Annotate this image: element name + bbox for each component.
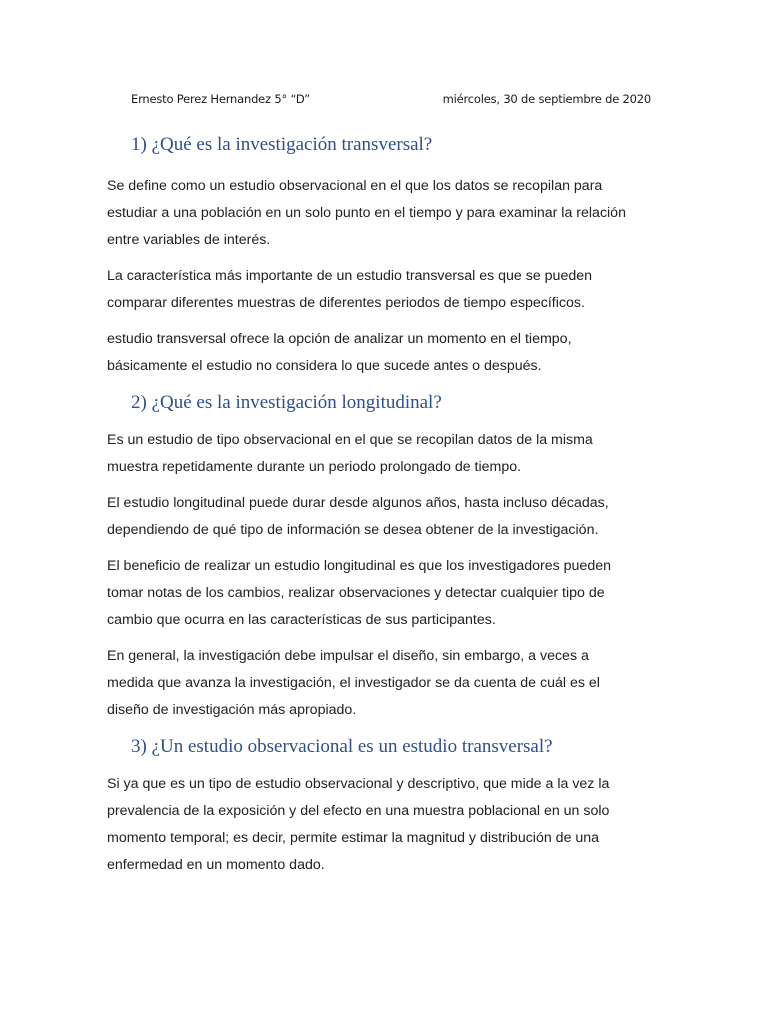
paragraph-line: comparar diferentes muestras de diferentes periodos de tiempo específicos. [107, 295, 585, 311]
question-heading-1: 1) ¿Qué es la investigación transversal? [131, 134, 433, 155]
paragraph-line: momento temporal; es decir, permite estimar la magnitud y distribución de una [107, 830, 600, 846]
paragraph-line: estudiar a una población en un solo punto en el tiempo y para examinar la relación [107, 205, 626, 221]
paragraph-line: básicamente el estudio no considera lo que sucede antes o después. [107, 358, 542, 374]
paragraph-line: dependiendo de qué tipo de información se desea obtener de la investigación. [107, 522, 599, 538]
paragraph [107, 771, 667, 879]
author-line: Ernesto Perez Hernandez 5° “D” [131, 92, 310, 106]
paragraph-line: entre variables de interés. [107, 232, 271, 248]
paragraph [107, 643, 667, 724]
paragraph-line: tomar notas de los cambios, realizar observaciones y detectar cualquier tipo de [107, 585, 605, 601]
paragraph-line: prevalencia de la exposición y del efecto en una muestra poblacional en un solo [107, 803, 610, 819]
paragraph [107, 263, 667, 317]
paragraph-line: enfermedad en un momento dado. [107, 857, 325, 873]
paragraph [107, 553, 667, 634]
paragraph [107, 173, 667, 254]
paragraph-line: Si ya que es un tipo de estudio observacional y descriptivo, que mide a la vez la [107, 776, 610, 792]
paragraph-line: muestra repetidamente durante un periodo prolongado de tiempo. [107, 459, 522, 475]
question-heading-2: 2) ¿Qué es la investigación longitudinal? [131, 392, 442, 413]
paragraph-line: El beneficio de realizar un estudio longitudinal es que los investigadores pueden [107, 558, 611, 574]
paragraph [107, 427, 667, 481]
paragraph-line: Es un estudio de tipo observacional en el que se recopilan datos de la misma [107, 432, 593, 448]
paragraph-line: cambio que ocurra en las características de sus participantes. [107, 612, 496, 628]
document-header [131, 92, 651, 112]
paragraph [107, 490, 667, 544]
date-line: miércoles, 30 de septiembre de 2020 [442, 92, 651, 106]
paragraph-line: estudio transversal ofrece la opción de analizar un momento en el tiempo, [107, 331, 572, 347]
paragraph-line: En general, la investigación debe impulsar el diseño, sin embargo, a veces a [107, 648, 589, 664]
paragraph [107, 326, 667, 380]
paragraph-line: diseño de investigación más apropiado. [107, 702, 357, 718]
document-body [107, 132, 667, 879]
paragraph-line: Se define como un estudio observacional en el que los datos se recopilan para [107, 178, 603, 194]
paragraph-line: La característica más importante de un estudio transversal es que se pueden [107, 268, 593, 284]
paragraph-line: El estudio longitudinal puede durar desde algunos años, hasta incluso décadas, [107, 495, 609, 511]
question-heading-3: 3) ¿Un estudio observacional es un estudio transversal? [131, 736, 553, 757]
paragraph-line: medida que avanza la investigación, el investigador se da cuenta de cuál es el [107, 675, 600, 691]
